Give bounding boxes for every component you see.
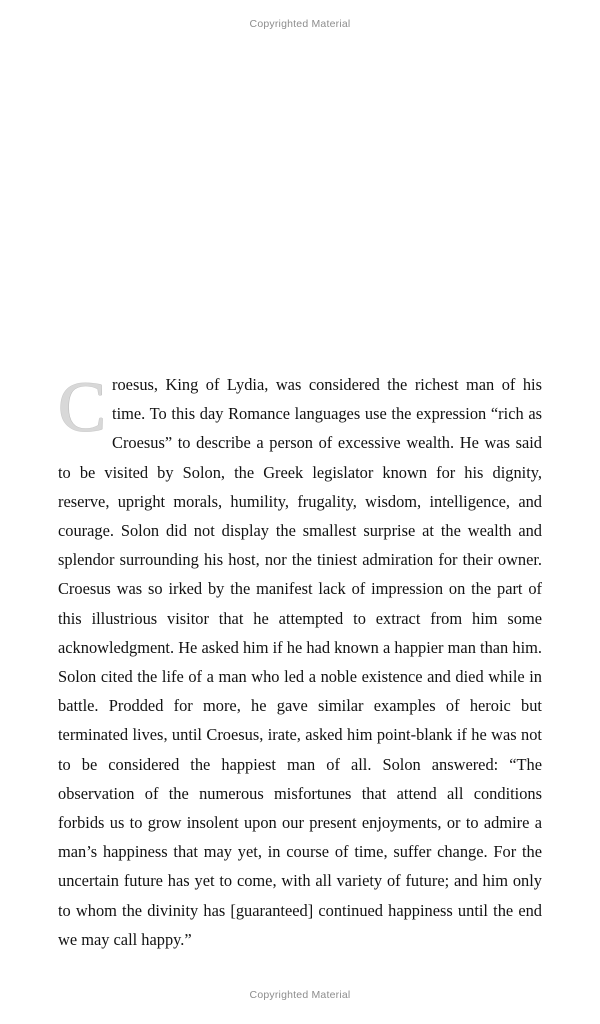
paragraph-text: roesus, King of Lydia, was considered the richest man of his time. To this day Romance languages use the expression “rich as Croesus” to describe a person of excessive wealth. He was said to be visited by Solon, the Greek legislator known for his dignity, reserve, upright morals, humility, frugality, wisdom, intelligence, and courage. Solon did not display the smallest surprise at the wealth and splendor surrounding his host, nor the tiniest admiration for their owner. Croesus was so irked by the manifest lack of impression on the part of this illustrious visitor that he attempted to extract from him some acknowledgment. He asked him if he had known a happier man than him. Solon cited the life of a man who led a noble existence and died while in battle. Prodded for more, he gave similar examples of heroic but terminated lives, until Croesus, irate, asked him point-blank if he was not to be considered the happiest man of all. Solon answered: “The observation of the numerous misfortunes that attend all conditions forbids us to grow insolent upon our present enjoyments, or to admire a man’s happiness that may yet, in course of time, suffer change. For the uncertain future has yet to come, with all variety of future; and him only to whom the divinity has [guaranteed] continued happiness until the end we may call happy.” [58, 375, 542, 949]
page-body [58, 367, 542, 954]
drop-cap: C [58, 367, 107, 447]
copyright-watermark-bottom: Copyrighted Material [249, 989, 351, 1001]
chapter-paragraph [58, 367, 542, 954]
copyright-watermark-top: Copyrighted Material [249, 18, 351, 30]
